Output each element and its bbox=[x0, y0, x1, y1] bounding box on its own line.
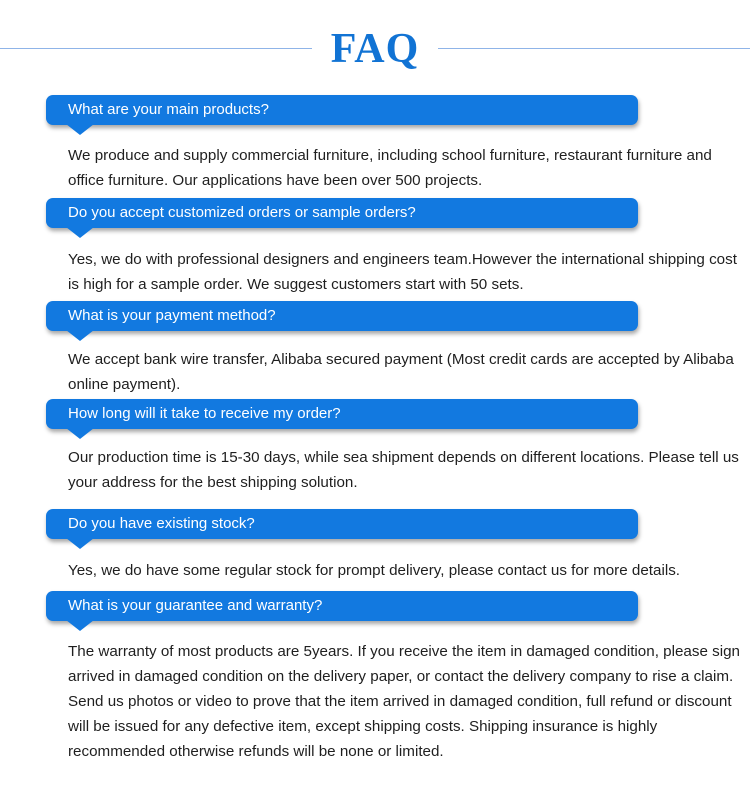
question-text: What is your payment method? bbox=[68, 307, 276, 324]
question-bar bbox=[46, 399, 638, 429]
question-text: How long will it take to receive my order? bbox=[68, 405, 341, 422]
question-bar bbox=[46, 509, 638, 539]
speech-bubble-tail-icon bbox=[66, 124, 94, 135]
faq-header bbox=[0, 20, 750, 80]
answer-text: Our production time is 15-30 days, while sea shipment depends on different locations. Please tell us your address for the best shipping solution. bbox=[68, 449, 739, 491]
question-text: Do you accept customized orders or sample orders? bbox=[68, 204, 416, 221]
question-bar bbox=[46, 301, 638, 331]
header-divider-right bbox=[438, 48, 750, 49]
answer-text: Yes, we do with professional designers and engineers team.However the international shipping cost is high for a sample order. We suggest customers start with 50 sets. bbox=[68, 251, 737, 293]
answer-text: We accept bank wire transfer, Alibaba secured payment (Most credit cards are accepted by Alibaba online payment). bbox=[68, 351, 734, 393]
speech-bubble-tail-icon bbox=[66, 330, 94, 341]
speech-bubble-tail-icon bbox=[66, 227, 94, 238]
question-text: What are your main products? bbox=[68, 101, 269, 118]
answer-text: Yes, we do have some regular stock for prompt delivery, please contact us for more details. bbox=[68, 562, 681, 579]
speech-bubble-tail-icon bbox=[66, 620, 94, 631]
answer-text: We produce and supply commercial furniture, including school furniture, restaurant furniture and office furniture. Our applications have been over 500 projects. bbox=[68, 147, 712, 189]
answer-text: The warranty of most products are 5years. If you receive the item in damaged condition, please sign arrived in damaged condition on the delivery paper, or contact the delivery company to rise a claim. Send us photos or video to prove that the item arrived in damaged condition, full refund or discount will be issued for any defective item, except shipping costs. Shipping insurance is highly recommended otherwise refunds will be none or limited. bbox=[68, 643, 740, 760]
question-bar bbox=[46, 198, 638, 228]
page-title: FAQ bbox=[330, 26, 420, 72]
question-text: Do you have existing stock? bbox=[68, 515, 255, 532]
question-text: What is your guarantee and warranty? bbox=[68, 597, 323, 614]
speech-bubble-tail-icon bbox=[66, 538, 94, 549]
speech-bubble-tail-icon bbox=[66, 428, 94, 439]
question-bar bbox=[46, 591, 638, 621]
question-bar bbox=[46, 95, 638, 125]
